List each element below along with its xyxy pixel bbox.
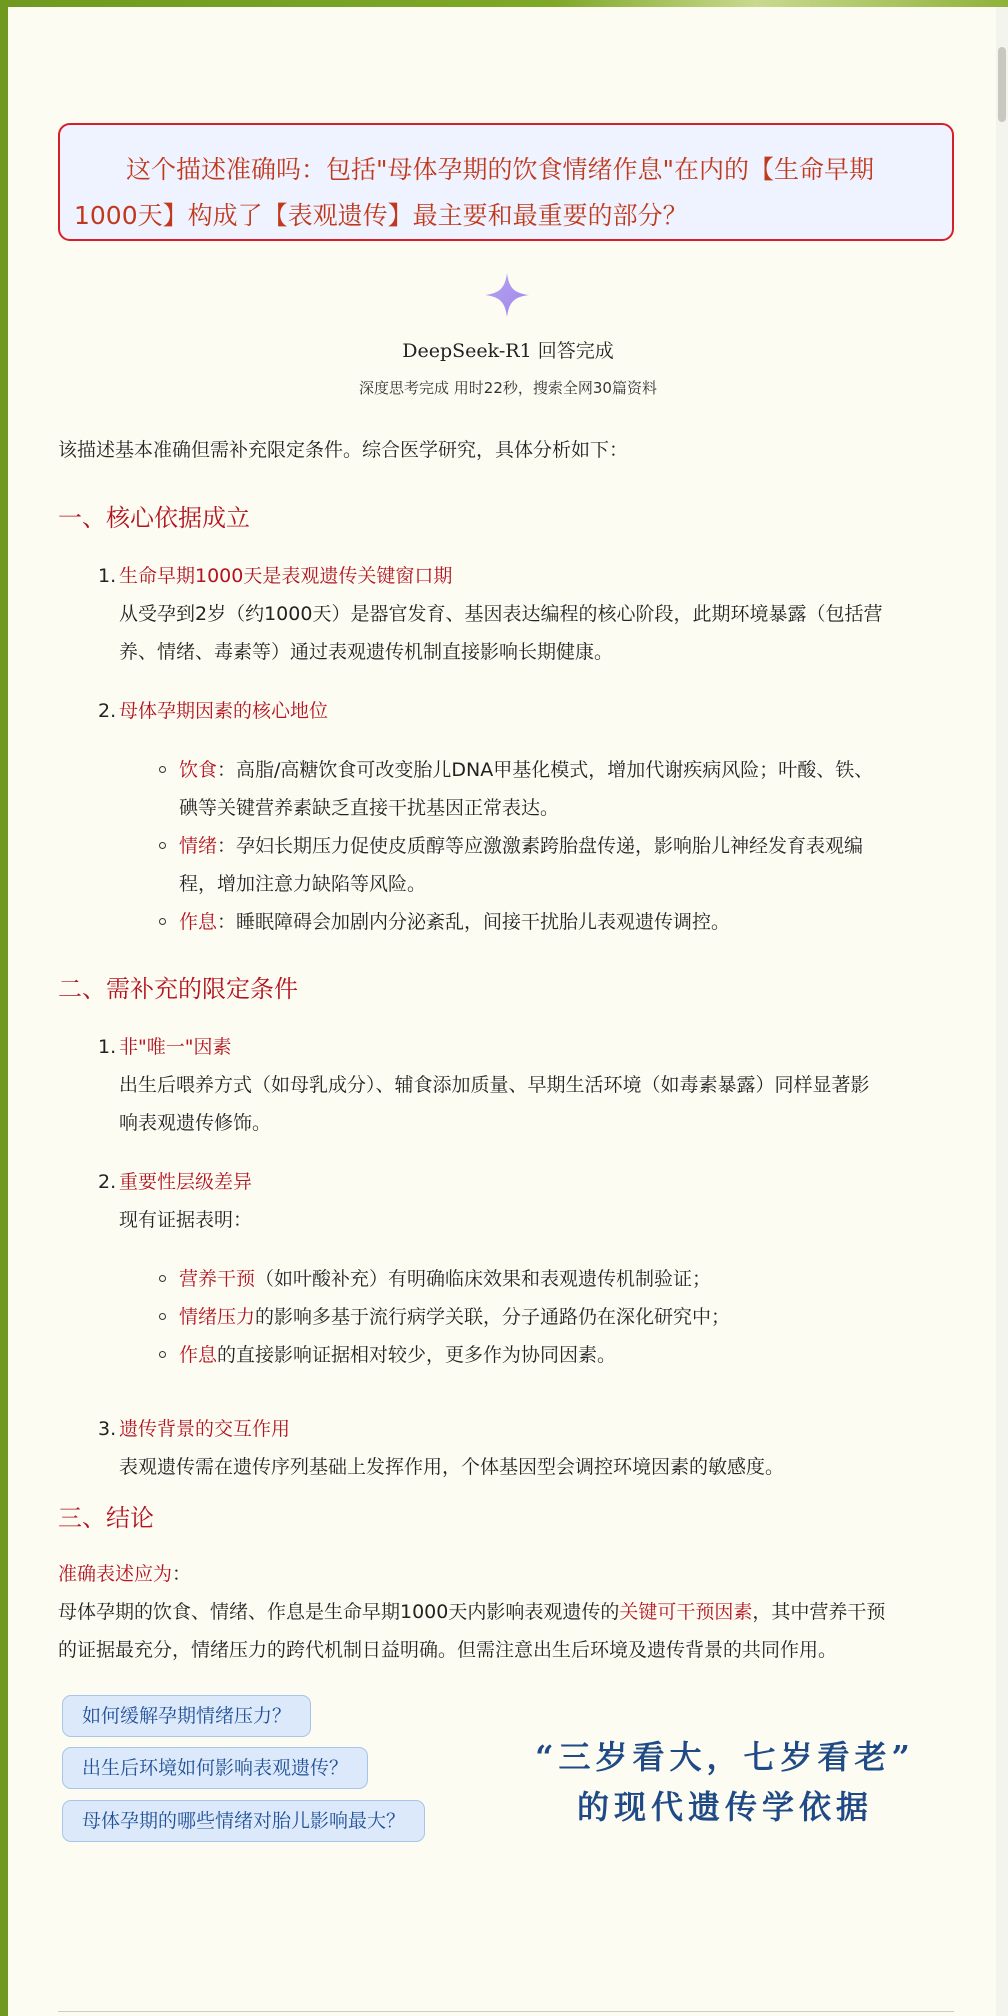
bottom-divider: [58, 2011, 954, 2012]
conclusion-line1: [58, 1593, 885, 1631]
section-heading-1: 一、核心依据成立: [58, 504, 250, 532]
bullet-dot: [159, 1275, 166, 1282]
s1-bullet2: [179, 827, 863, 865]
conclusion-line1-b: ，其中营养干预: [752, 1601, 886, 1623]
suggestion-button-3[interactable]: 母体孕期的哪些情绪对胎儿影响最大？: [62, 1800, 425, 1842]
s2-item3-title: 遗传背景的交互作用: [119, 1418, 291, 1440]
s1-bullet3-text: ：睡眠障碍会加剧内分泌紊乱，间接干扰胎儿表观遗传调控。: [217, 911, 731, 933]
answer-meta: 深度思考完成 用时22秒，搜索全网30篇资料: [359, 379, 657, 397]
question-line-2: 1000天】构成了【表观遗传】最主要和最重要的部分？: [74, 201, 688, 230]
list-number: 1.: [98, 1036, 117, 1058]
question-line-1: 这个描述准确吗：包括"母体孕期的饮食情绪作息"在内的【生命早期: [126, 155, 875, 184]
s2-bullet3-text: 的直接影响证据相对较少，更多作为协同因素。: [217, 1344, 617, 1366]
s1-bullet1-label: 饮食: [179, 759, 218, 781]
s1-item1-line2: 养、情绪、毒素等）通过表观遗传机制直接影响长期健康。: [119, 641, 614, 663]
top-frame-bar: [0, 0, 1008, 7]
bullet-dot: [159, 1351, 166, 1358]
list-number: 3.: [98, 1418, 117, 1440]
suggestion-button-1[interactable]: 如何缓解孕期情绪压力？: [62, 1695, 311, 1737]
s1-bullet2-text: ：孕妇长期压力促使皮质醇等应激激素跨胎盘传递，影响胎儿神经发育表观编: [217, 835, 864, 857]
s2-item3-line1: 表观遗传需在遗传序列基础上发挥作用，个体基因型会调控环境因素的敏感度。: [119, 1456, 785, 1478]
s2-item1-title: 非"唯一"因素: [119, 1036, 232, 1058]
conclusion-label: [58, 1555, 191, 1593]
s2-item2-line1: 现有证据表明：: [119, 1209, 253, 1231]
answer-title: DeepSeek-R1 回答完成: [402, 340, 614, 362]
bullet-dot: [159, 842, 166, 849]
s2-bullet2: [179, 1298, 730, 1336]
s2-bullet2-text: 的影响多基于流行病学关联，分子通路仍在深化研究中；: [255, 1306, 731, 1328]
list-number: 2.: [98, 1171, 117, 1193]
section-heading-3: 三、结论: [58, 1504, 154, 1532]
s2-bullet1-text: （如叶酸补充）有明确临床效果和表观遗传机制验证；: [255, 1268, 712, 1290]
s1-bullet1-text: ：高脂/高糖饮食可改变胎儿DNA甲基化模式，增加代谢疾病风险；叶酸、铁、: [217, 759, 874, 781]
bullet-dot: [159, 918, 166, 925]
conclusion-line1-a: 母体孕期的饮食、情绪、作息是生命早期1000天内影响表观遗传的: [58, 1601, 620, 1623]
intro-text: 该描述基本准确但需补充限定条件。综合医学研究，具体分析如下：: [58, 439, 629, 461]
section-heading-2: 二、需补充的限定条件: [58, 975, 298, 1003]
suggestion-button-2[interactable]: 出生后环境如何影响表观遗传？: [62, 1747, 368, 1789]
conclusion-label-text: 准确表述应为: [58, 1563, 173, 1585]
s2-bullet1: [179, 1260, 711, 1298]
conclusion-line2: 的证据最充分，情绪压力的跨代机制日益明确。但需注意出生后环境及遗传背景的共同作用。: [58, 1639, 838, 1661]
s2-item1-line2: 响表观遗传修饰。: [119, 1112, 272, 1134]
conclusion-colon: ：: [172, 1563, 192, 1585]
s1-bullet1-line2: 碘等关键营养素缺乏直接干扰基因正常表达。: [179, 797, 560, 819]
s2-item1-line1: 出生后喂养方式（如母乳成分）、辅食添加质量、早期生活环境（如毒素暴露）同样显著影: [119, 1074, 870, 1096]
s2-bullet1-label: 营养干预: [179, 1268, 256, 1290]
conclusion-highlight: 关键可干预因素: [619, 1601, 753, 1623]
s2-bullet3-label: 作息: [179, 1344, 218, 1366]
bullet-dot: [159, 1313, 166, 1320]
s1-bullet2-line2: 程，增加注意力缺陷等风险。: [179, 873, 427, 895]
s1-bullet3: [179, 903, 730, 941]
left-frame-bar: [0, 0, 8, 2016]
sparkle-icon: [484, 272, 530, 318]
list-number: 2.: [98, 700, 117, 722]
question-box: [58, 123, 954, 241]
s1-bullet3-label: 作息: [179, 911, 218, 933]
s1-bullet2-label: 情绪: [179, 835, 218, 857]
s2-bullet2-label: 情绪压力: [179, 1306, 256, 1328]
s2-bullet3: [179, 1336, 616, 1374]
slogan-line-2: 的现代遗传学依据: [576, 1788, 873, 1826]
s1-bullet1: [179, 751, 873, 789]
s2-item2-title: 重要性层级差异: [119, 1171, 253, 1193]
scrollbar-thumb[interactable]: [998, 47, 1006, 122]
list-number: 1.: [98, 565, 117, 587]
bullet-dot: [159, 766, 166, 773]
s1-item2-title: 母体孕期因素的核心地位: [119, 700, 329, 722]
s1-item1-title: 生命早期1000天是表观遗传关键窗口期: [119, 565, 453, 587]
scrollbar[interactable]: [996, 7, 1008, 2016]
slogan-line-1: “三岁看大，七岁看老”: [535, 1738, 915, 1776]
s1-item1-line1: 从受孕到2岁（约1000天）是器官发育、基因表达编程的核心阶段，此期环境暴露（包括营: [119, 603, 883, 625]
